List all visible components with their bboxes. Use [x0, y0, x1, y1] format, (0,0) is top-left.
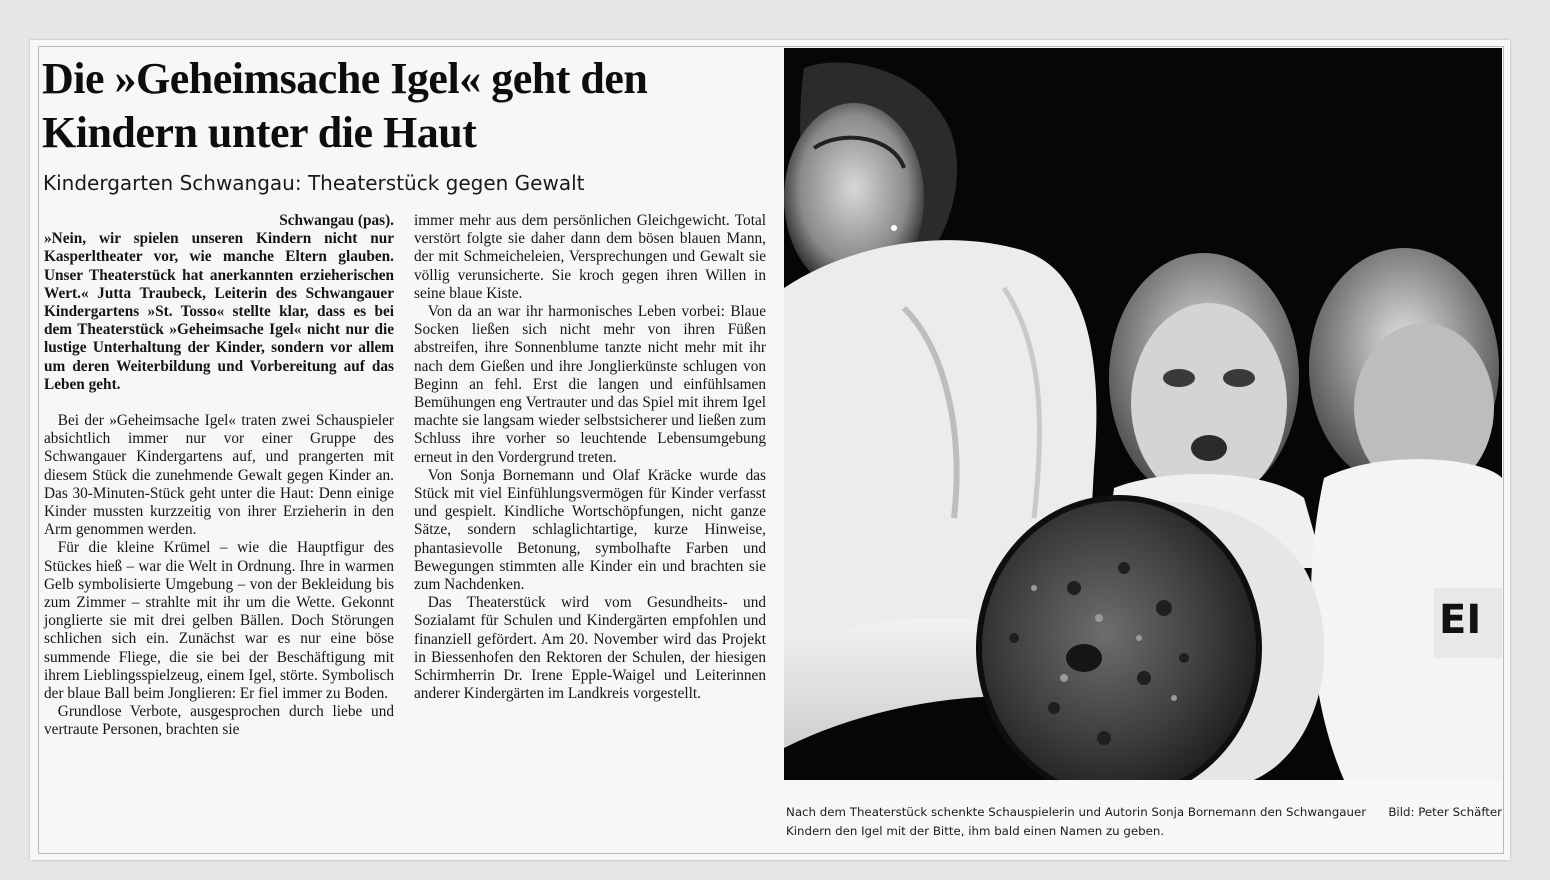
- article-dateline: Schwangau (pas).: [279, 212, 394, 229]
- article-paragraph: Für die kleine Krümel – wie die Hauptfigur des Stückes hieß – war die Welt in Ordnung. Ihre in warmen Gelb symbolisierte Umgebung – von der Bekleidung bis zum Zimmer – strahlte mit ihr um die Wette. Gekonnt jonglierte sie mit drei gelben Bällen. Doch Störungen schlichen sich ein. Zunächst war es nur eine böse summende Fliege, die sie bei der Beschäftigung mit ihrem Lieblingsspielzeug, einem Igel, störte. Symbolisch der blaue Ball beim Jonglieren: Er fiel immer zu Boden.: [44, 539, 394, 703]
- article-paragraph: Von Sonja Bornemann und Olaf Kräcke wurde das Stück mit viel Einfühlungsvermögen für Kinder verfasst und gespielt. Kindliche Wortschöpfungen, nicht ganze Sätze, sondern schlaglichtartige, kurze Hinweise, phantasievolle Betonung, symbolhafte Farben und Bewegungen stimmten alle Kinder ein und brachten sie zum Nachdenken.: [414, 466, 766, 594]
- article-photo: [784, 48, 1502, 780]
- article-paragraph: Grundlose Verbote, ausgesprochen durch liebe und vertraute Personen, brachten sie: [44, 703, 394, 739]
- article-headline: Die »Geheimsache Igel« geht den Kindern unter die Haut: [42, 54, 648, 157]
- shirt-print-text: EI: [1439, 597, 1482, 643]
- photo-credit: Bild: Peter Schäfter: [1388, 805, 1502, 819]
- photo-caption-text: Nach dem Theaterstück schenkte Schauspielerin und Autorin Sonja Bornemann den Schwangauer Kindern den Igel mit der Bitte, ihm bald einen Namen zu geben.: [786, 805, 1367, 838]
- article-paragraph: Das Theaterstück wird vom Gesundheits- und Sozialamt für Schulen und Kindergärten empfohlen und finanziell gefördert. Am 20. November wird das Projekt in Biessenhofen den Rektoren der Schulen, der hiesigen Schirmherrin Dr. Irene Epple-Waigel und Leiterinnen anderer Kindergärten im Landkreis vorgestellt.: [414, 594, 766, 703]
- article-subheadline: Kindergarten Schwangau: Theaterstück gegen Gewalt: [43, 171, 585, 195]
- article-lead-paragraph: »Nein, wir spielen unseren Kindern nicht nur Kasperltheater vor, wie manche Eltern glauben. Unser Theaterstück hat anerkannten erzieherischen Wert.« Jutta Traubeck, Leiterin des Schwangauer Kindergartens »St. Tosso« stellte klar, dass es bei dem Theaterstück »Geheimsache Igel« nicht nur die lustige Unterhaltung der Kinder, sondern vor allem um deren Weiterbildung und Vorbereitung auf das Leben geht.: [44, 230, 394, 393]
- photo-caption: [786, 803, 1502, 841]
- article-paragraph: Von da an war ihr harmonisches Leben vorbei: Blaue Socken ließen sich nicht mehr von ihren Füßen abstreifen, ihre Sonnenblume tanzte nicht mehr mit ihr nach dem Gießen und ihre Jonglierkünste schlugen von Beginn an fehl. Erst die langen und einfühlsamen Bemühungen eng Vertrauter und das Spiel mit ihrem Igel machte sie langsam wieder selbstsicherer und ließen zum Schluss ihre vorher so leuchtende Lebensumgebung erneut in den Vordergrund treten.: [414, 303, 766, 466]
- photo-illustration: [784, 48, 1502, 780]
- article-column-1: [44, 212, 394, 740]
- article-paragraph: immer mehr aus dem persönlichen Gleichgewicht. Total verstört folgte sie daher dann dem bösen blauen Mann, der mit Schmeicheleien, Versprechungen und Gewalt sie völlig verunsicherte. Sie kroch gegen ihren Willen in seine blaue Kiste.: [414, 212, 766, 302]
- article-column-2: [414, 212, 766, 703]
- article-paragraph: Bei der »Geheimsache Igel« traten zwei Schauspieler absichtlich immer nur vor einer Gruppe des Schwangauer Kindergartens auf, und prangerten mit diesem Stück die zunehmende Gewalt gegen Kinder an. Das 30-Minuten-Stück geht unter die Haut: Denn einige Kinder mussten kurzzeitig von ihrer Erzieherin in den Arm genommen werden.: [44, 412, 394, 539]
